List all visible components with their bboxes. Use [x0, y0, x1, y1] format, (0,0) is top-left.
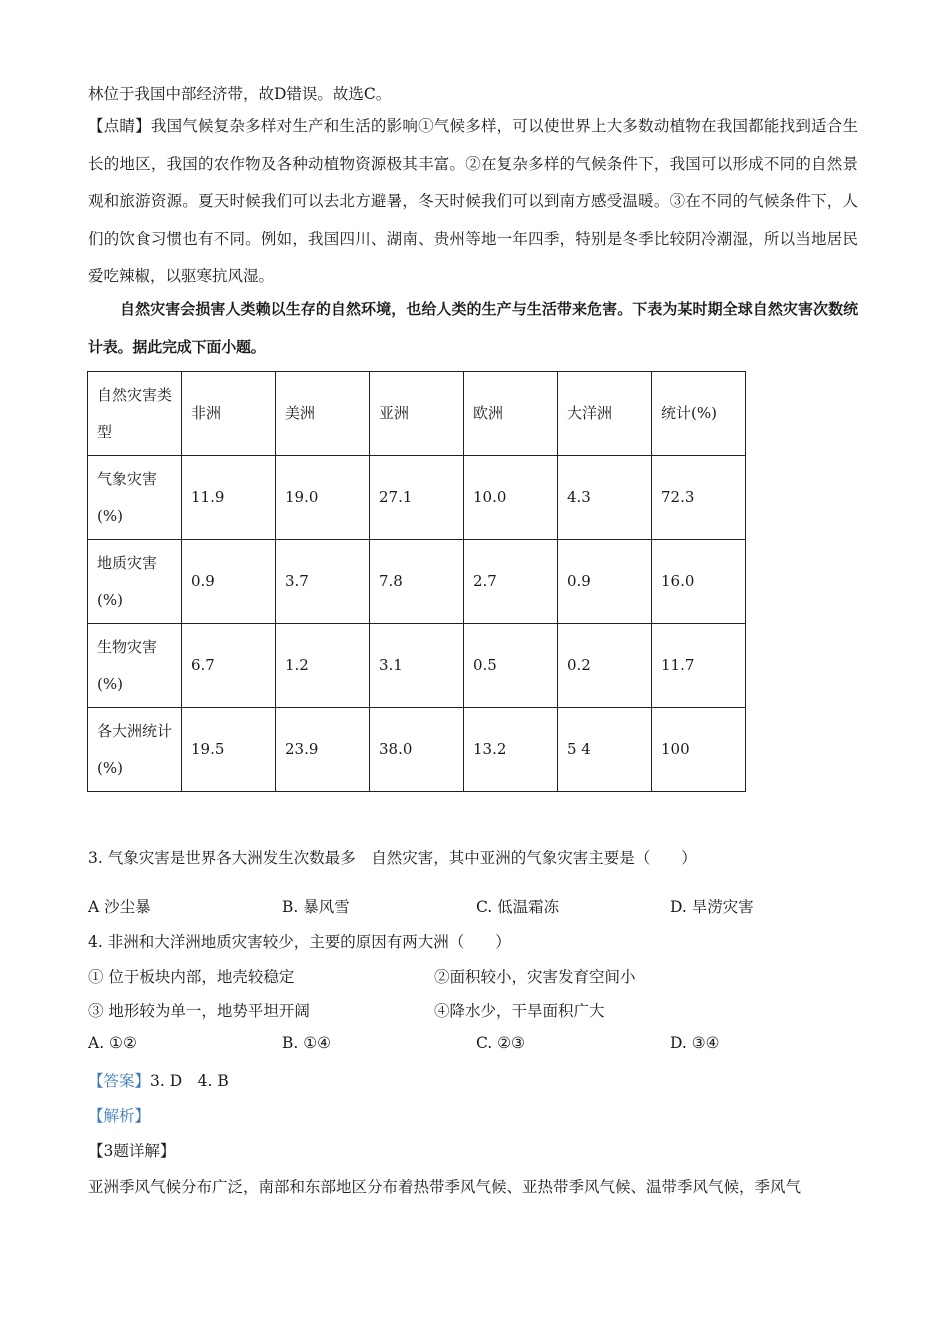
table-header-row [88, 372, 746, 456]
q3-option-a: A 沙尘暴 [88, 898, 151, 916]
q4-statement-2: ②面积较小，灾害发育空间小 [434, 968, 636, 986]
q3-option-d: D. 旱涝灾害 [670, 898, 754, 916]
table-header-cell: 自然灾害类型 [88, 372, 182, 456]
table-cell: 4.3 [558, 456, 652, 540]
table-cell: 2.7 [464, 540, 558, 624]
table-header-cell: 欧洲 [464, 372, 558, 456]
table-row-label: 生物灾害(%) [88, 624, 182, 708]
table-cell: 0.2 [558, 624, 652, 708]
table-header-cell: 美洲 [276, 372, 370, 456]
table-cell: 0.5 [464, 624, 558, 708]
q4-statement-1: ① 位于板块内部，地壳较稳定 [88, 968, 295, 986]
table-cell: 11.7 [652, 624, 746, 708]
table-cell: 3.7 [276, 540, 370, 624]
question-4-stem: 4. 非洲和大洋洲地质灾害较少，主要的原因有两大洲（ ） [88, 933, 511, 951]
detail-label: 【3题详解】 [88, 1142, 176, 1160]
detail-text: 亚洲季风气候分布广泛，南部和东部地区分布着热带季风气候、亚热带季风气候、温带季风气候，季风气 [88, 1178, 802, 1196]
table-row-label: 地质灾害(%) [88, 540, 182, 624]
table-cell: 6.7 [182, 624, 276, 708]
dianjing-paragraph [88, 108, 858, 296]
table-row-label: 气象灾害(%) [88, 456, 182, 540]
table-cell: 0.9 [182, 540, 276, 624]
q4-option-b: B. ①④ [282, 1034, 332, 1052]
table-row-label: 各大洲统计(%) [88, 708, 182, 792]
q4-statement-3: ③ 地形较为单一，地势平坦开阔 [88, 1002, 310, 1020]
table-cell: 38.0 [370, 708, 464, 792]
table-cell: 100 [652, 708, 746, 792]
intro-line: 林位于我国中部经济带，故D错误。故选C。 [88, 85, 392, 103]
table-cell: 0.9 [558, 540, 652, 624]
table-header-cell: 亚洲 [370, 372, 464, 456]
table-header-cell: 非洲 [182, 372, 276, 456]
table-cell: 27.1 [370, 456, 464, 540]
passage-intro: 自然灾害会损害人类赖以生存的自然环境，也给人类的生产与生活带来危害。下表为某时期全球自然灾害次数统计表。据此完成下面小题。 [88, 300, 858, 356]
q4-option-a: A. ①② [88, 1034, 137, 1052]
answer-label: 【答案】 [88, 1072, 151, 1090]
table-cell: 7.8 [370, 540, 464, 624]
table-row [88, 624, 746, 708]
q3-option-b: B. 暴风雪 [282, 898, 350, 916]
table-cell: 1.2 [276, 624, 370, 708]
table-cell: 5 4 [558, 708, 652, 792]
table-cell: 13.2 [464, 708, 558, 792]
answer-line [88, 1069, 229, 1091]
table-cell: 3.1 [370, 624, 464, 708]
table-cell: 72.3 [652, 456, 746, 540]
answer-text: 3. D 4. B [150, 1072, 229, 1090]
table-cell: 16.0 [652, 540, 746, 624]
table-cell: 19.0 [276, 456, 370, 540]
table-header-cell: 大洋洲 [558, 372, 652, 456]
analysis-label: 【解析】 [88, 1107, 151, 1125]
table-row [88, 708, 746, 792]
table-header-cell: 统计(%) [652, 372, 746, 456]
table-cell: 10.0 [464, 456, 558, 540]
q3-option-c: C. 低温霜冻 [476, 898, 560, 916]
table-cell: 19.5 [182, 708, 276, 792]
table-row [88, 456, 746, 540]
dianjing-label: 【点睛】 [88, 117, 151, 135]
question-3-stem: 3. 气象灾害是世界各大洲发生次数最多 自然灾害，其中亚洲的气象灾害主要是（ ） [88, 849, 697, 867]
q4-option-d: D. ③④ [670, 1034, 720, 1052]
dianjing-text: 我国气候复杂多样对生产和生活的影响①气候多样，可以使世界上大多数动植物在我国都能找到适合生长的地区，我国的农作物及各种动植物资源极其丰富。②在复杂多样的气候条件下，我国可以形成不同的自然景观和旅游资源。夏天时候我们可以去北方避暑，冬天时候我们可以到南方感受温暖。③在不同的气候条件下，人们的饮食习惯也有不同。例如，我国四川、湖南、贵州等地一年四季，特别是冬季比较阴冷潮湿，所以当地居民爱吃辣椒，以驱寒抗风湿。 [88, 117, 858, 285]
disaster-table [87, 371, 746, 792]
table-cell: 11.9 [182, 456, 276, 540]
table-cell: 23.9 [276, 708, 370, 792]
table-row [88, 540, 746, 624]
q4-statement-4: ④降水少，干旱面积广大 [434, 1002, 605, 1020]
q4-option-c: C. ②③ [476, 1034, 525, 1052]
